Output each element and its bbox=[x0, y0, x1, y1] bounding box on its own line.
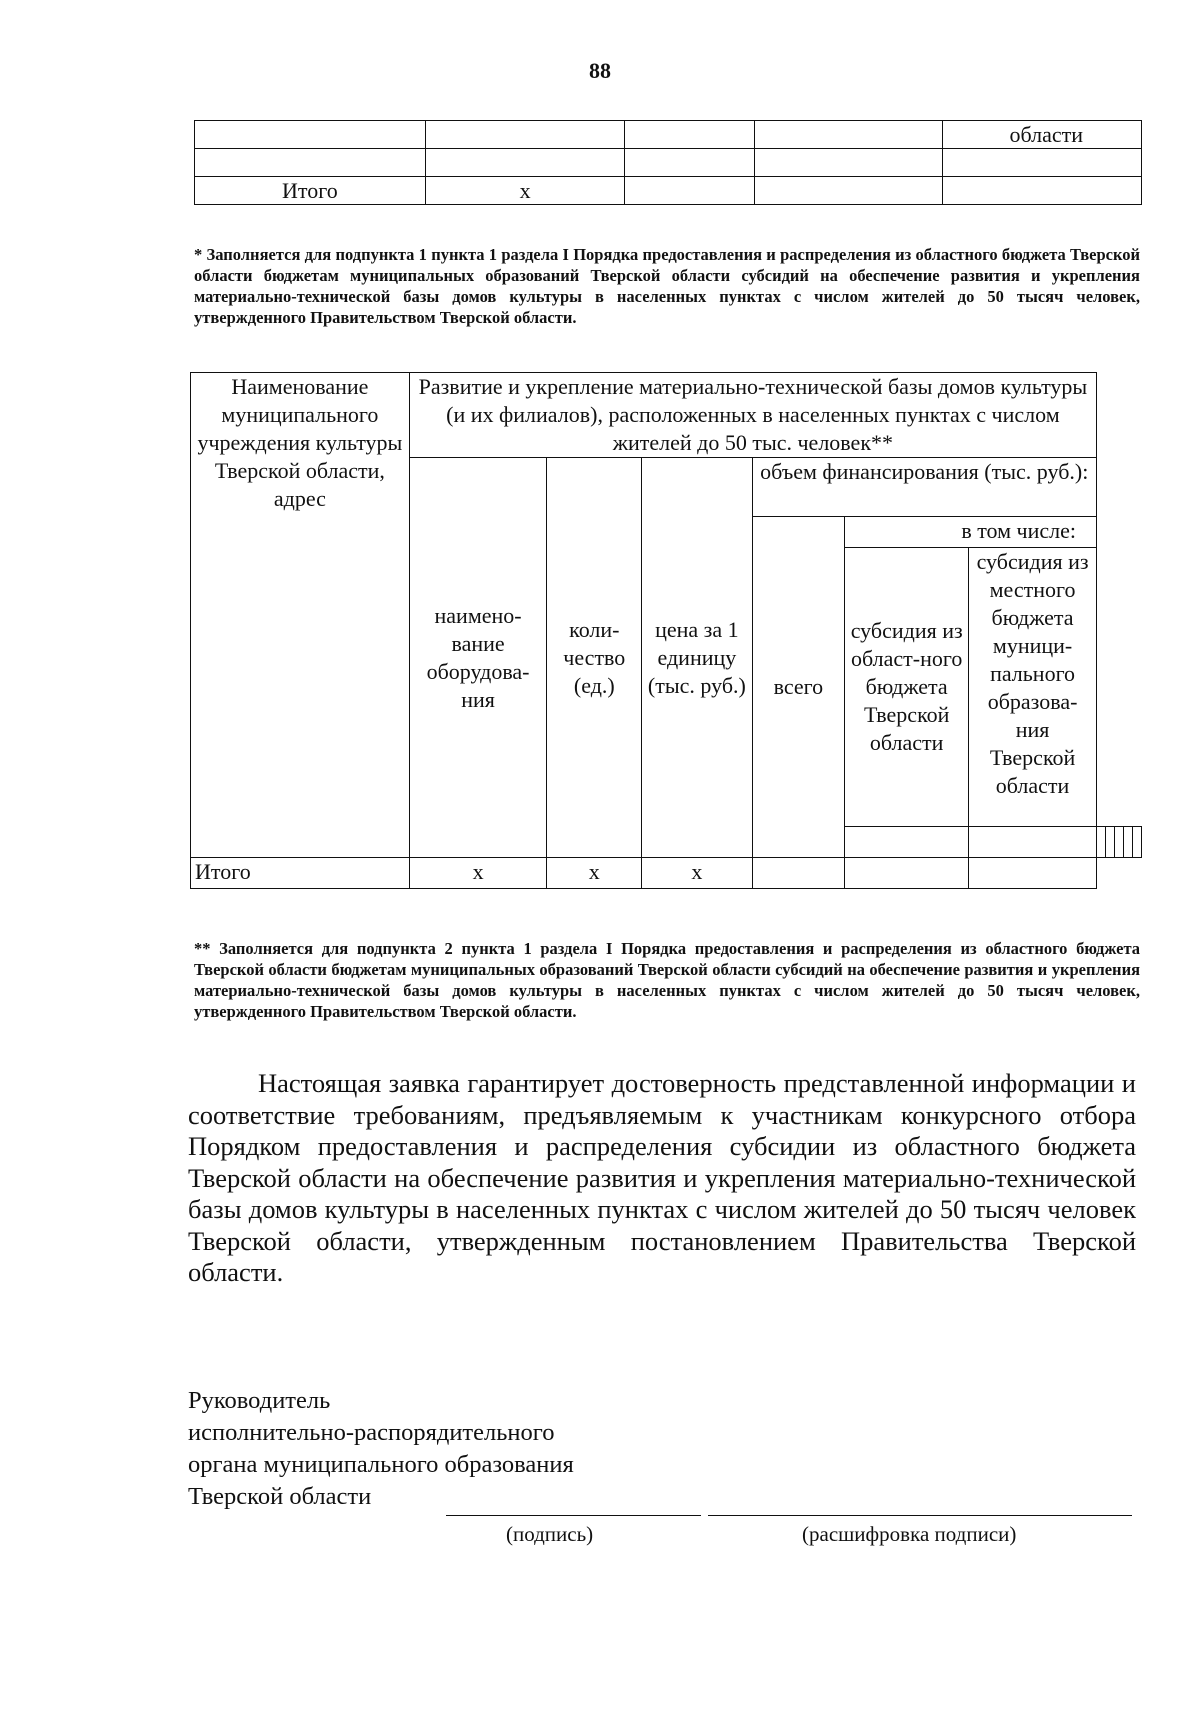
table-cell bbox=[425, 149, 625, 177]
header-total: всего bbox=[752, 517, 845, 858]
footnote-2: ** Заполняется для подпункта 2 пункта 1 раздела I Порядка предоставления и распределения из областного бюджета Тверской области бюджетам муниципальных образований Тверской области субсидий на обеспечение развития и укрепления материально-технической базы домов культуры в населенных пунктах с числом жителей до 50 тысяч человек, утвержденного Правительством Тверской области. bbox=[194, 939, 1140, 1021]
signature-line-2: исполнительно-распорядительного bbox=[188, 1419, 555, 1446]
table-row bbox=[195, 149, 1142, 177]
decoding-line bbox=[708, 1515, 1132, 1516]
table-cell bbox=[625, 121, 755, 149]
declaration-paragraph: Настоящая заявка гарантирует достоверность представленной информации и соответствие требованиям, предъявляемым к участникам конкурсного отбора Порядком предоставления и распределения субсидии из областного бюджета Тверской области на обеспечение развития и укрепления материально-технической базы домов культуры в населенных пунктах с числом жителей до 50 тысяч человек Тверской области, утвержденным постановлением Правительства Тверской области. bbox=[188, 1068, 1136, 1287]
table-row bbox=[195, 121, 1142, 149]
table-cell: области bbox=[943, 121, 1142, 149]
table-cell bbox=[845, 858, 969, 889]
signature-line bbox=[446, 1515, 701, 1516]
header-quantity: коли-чество (ед.) bbox=[547, 458, 642, 858]
decoding-caption: (расшифровка подписи) bbox=[802, 1522, 1017, 1546]
header-price: цена за 1 единицу (тыс. руб.) bbox=[642, 458, 752, 858]
signature-line-3: органа муниципального образования bbox=[188, 1451, 574, 1478]
header-local-subsidy: субсидия из местного бюджета муници-пального образова-ния Тверской области bbox=[969, 548, 1097, 827]
table-cell bbox=[1115, 827, 1124, 858]
table-cell bbox=[943, 177, 1142, 205]
table-cell bbox=[1106, 827, 1115, 858]
header-equipment: наимено-вание оборудова-ния bbox=[409, 458, 547, 858]
table-cell bbox=[943, 149, 1142, 177]
table-cell bbox=[195, 121, 426, 149]
header-including: в том числе: bbox=[845, 517, 1097, 548]
header-regional-subsidy: субсидия из област-ного бюджета Тверской области bbox=[845, 548, 969, 827]
table-cell: х bbox=[409, 858, 547, 889]
page-number: 88 bbox=[589, 58, 611, 83]
header-institution: Наименование муниципального учреждения культуры Тверской области, адрес bbox=[191, 373, 410, 858]
top-table bbox=[194, 120, 1142, 205]
footnote-1: * Заполняется для подпункта 1 пункта 1 раздела I Порядка предоставления и распределения из областного бюджета Тверской области бюджетам муниципальных образований Тверской области субсидий на обеспечение развития и укрепления материально-технической базы домов культуры в населенных пунктах с числом жителей до 50 тысяч человек, утвержденного Правительством Тверской области. bbox=[194, 245, 1140, 327]
table-cell bbox=[625, 177, 755, 205]
signature-block bbox=[188, 1385, 574, 1513]
main-table bbox=[190, 372, 1142, 889]
table-cell bbox=[755, 177, 943, 205]
header-funding: объем финансирования (тыс. руб.): bbox=[752, 458, 1097, 517]
table-cell bbox=[1124, 827, 1133, 858]
signature-caption: (подпись) bbox=[506, 1522, 594, 1546]
signature-line-4: Тверской области bbox=[188, 1483, 372, 1510]
table-cell bbox=[755, 121, 943, 149]
table-cell: х bbox=[425, 177, 625, 205]
table-cell: Итого bbox=[195, 177, 426, 205]
table-cell: Итого bbox=[191, 858, 410, 889]
table-cell bbox=[625, 149, 755, 177]
table-cell bbox=[752, 858, 845, 889]
signature-line-1: Руководитель bbox=[188, 1387, 331, 1414]
table-cell bbox=[845, 827, 969, 858]
table-row-total bbox=[195, 177, 1142, 205]
table-cell bbox=[755, 149, 943, 177]
table-cell: х bbox=[642, 858, 752, 889]
table-cell bbox=[969, 858, 1097, 889]
table-row-total bbox=[191, 858, 1142, 889]
table-cell bbox=[195, 149, 426, 177]
table-cell bbox=[1097, 827, 1106, 858]
table-cell bbox=[969, 827, 1097, 858]
table-cell: х bbox=[547, 858, 642, 889]
header-group: Развитие и укрепление материально-технической базы домов культуры (и их филиалов), расположенных в населенных пунктах с числом жителей до 50 тыс. человек** bbox=[409, 373, 1096, 458]
table-cell bbox=[425, 121, 625, 149]
table-cell bbox=[1133, 827, 1142, 858]
